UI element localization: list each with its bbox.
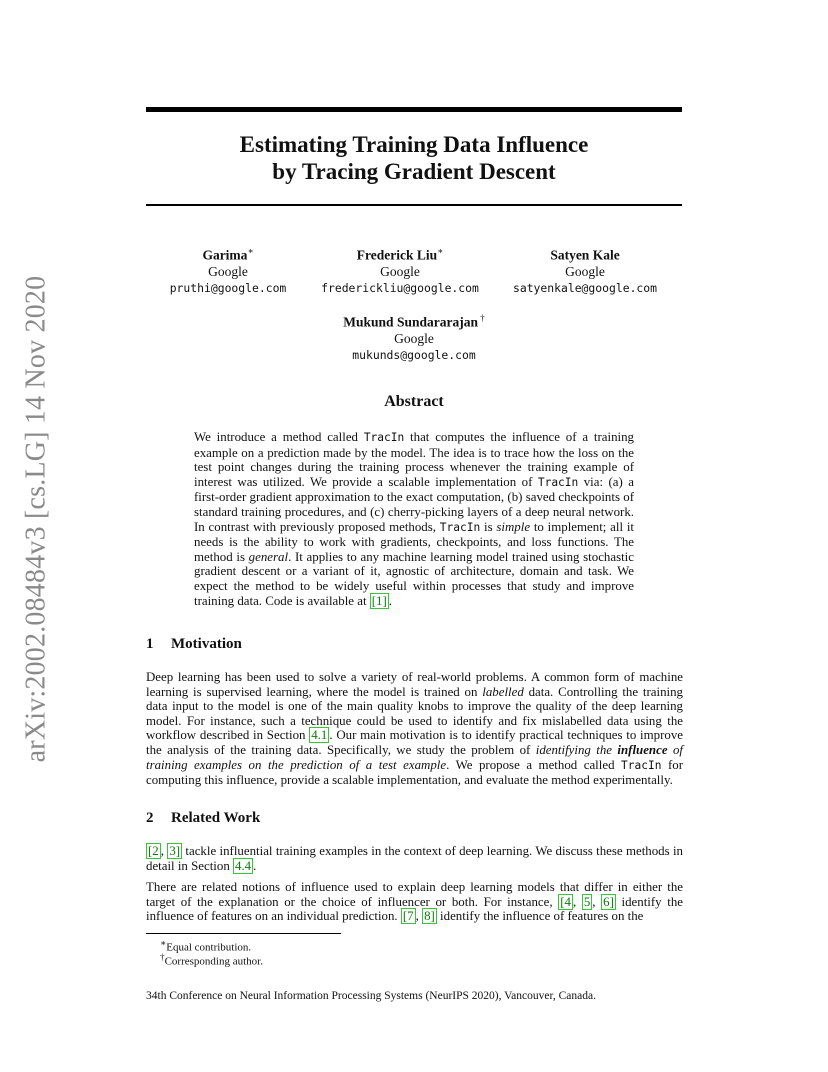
footnote-mark: ∗ (160, 938, 167, 948)
title-line-2: by Tracing Gradient Descent (272, 159, 556, 184)
paper-title (146, 131, 682, 185)
emphasis-text: of training examples on the prediction of a test example (146, 742, 683, 772)
author-email[interactable]: pruthi@google.com (169, 280, 287, 295)
body-text-run: tackle influential training examples in the context of deep learning. We discuss these methods in detail in Section (146, 844, 683, 873)
section-number: 1 (146, 636, 154, 652)
citation-link[interactable]: [4 (560, 894, 571, 909)
section-2-para-1: [2 , 3] tackle influential training examples in the context of deep learning. We discuss these methods in detail in Section 4.4 . (146, 844, 683, 873)
author-mark: ∗ (247, 246, 254, 256)
conference-footer: 34th Conference on Neural Information Processing Systems (NeurIPS 2020), Vancouver, Canada. (146, 990, 596, 1002)
citation-link[interactable]: 8] (424, 909, 435, 924)
section-2-para-2: There are related notions of influence used to explain deep learning models that differ in either the target of the explanation or the choice of influencer or both. For instance, [4 , 5 , 6] identify the influence of features on an individual prediction. [7 , 8] identify the influence of features on the (146, 880, 684, 924)
author-email[interactable]: mukunds@google.com (352, 347, 476, 362)
abstract-text-run: . (388, 593, 393, 608)
abstract-text-run: We introduce a method called (194, 430, 364, 444)
author-name: Frederick Liu (356, 247, 438, 263)
author-email[interactable]: frederickliu@google.com (321, 280, 479, 295)
author-affiliation: Google (380, 263, 420, 279)
body-text-run: data. Controlling the training data input to the model is one of the main quality knobs to improve the quality of the deep learning model. For instance, such a technique could be used to identify and fix mislabelled data using the workflow described in Section (146, 684, 683, 743)
section-1-heading (146, 636, 242, 653)
abstract-heading: Abstract (384, 393, 444, 410)
citation-link[interactable]: [7 (402, 909, 414, 924)
body-text-run: There are related notions of influence used to explain deep learning models that differ in either the target of the explanation or the choice of influencer or both. For instance, (146, 880, 683, 909)
footnote-corresponding-author (160, 950, 263, 969)
footnote-rule (146, 933, 341, 934)
emphasis-general: general (248, 549, 289, 564)
abstract-text-run: is (480, 519, 497, 534)
author-block-4 (314, 310, 514, 363)
citation-link[interactable]: 3] (169, 844, 181, 858)
section-number: 2 (146, 810, 154, 826)
citation-link[interactable]: 6] (603, 894, 614, 909)
emphasis-simple: simple (496, 519, 531, 534)
citation-link[interactable]: 5 (583, 894, 591, 909)
abstract-text-run: via: (a) a first-order gradient approximation to the exact computation, (b) saved checkpoints of standard training procedures, and (c) cherry-picking layers of a deep neural network. In contrast with previously proposed methods, (194, 474, 634, 534)
body-text-run: . Our main motivation is to identify practical techniques to improve the analysis of the training data. Specifically, we study the problem of (146, 728, 683, 757)
tracin-code: TracIn (363, 431, 405, 444)
body-text-run: identify the influence of features on an individual prediction. (146, 894, 684, 924)
author-block-3 (500, 243, 670, 296)
arxiv-stamp-text: arXiv:2002.08484v3 [cs.LG] 14 Nov 2020 (20, 275, 51, 763)
author-name: Mukund Sundararajan (343, 314, 478, 330)
abstract-text-run: that computes the influence of a training example on a prediction made by the model. The idea is to trace how the loss on the test point changes during the training process whenever the training example of interest was utilized. We provide a scalable implementation of (194, 430, 634, 489)
author-affiliation: Google (565, 263, 605, 279)
section-2-heading (146, 810, 260, 827)
author-name: Satyen Kale (550, 247, 620, 263)
section-1-body (146, 670, 683, 788)
citation-link[interactable]: [2 (148, 844, 159, 858)
section-title: Motivation (171, 636, 242, 652)
section-title: Related Work (171, 810, 261, 826)
body-text-run: . We propose a method called (446, 757, 622, 772)
abstract-text-run: to implement; all it needs is the ability to work with gradients, checkpoints, and loss functions. The method is (194, 519, 634, 564)
emphasis-labelled: labelled (482, 684, 524, 699)
body-text-run: for computing this influence, provide a scalable implementation, and evaluate the method experimentally. (146, 757, 684, 788)
footnote-text: Corresponding author. (164, 955, 263, 968)
author-mark: ∗ (437, 246, 444, 256)
citation-link[interactable]: [1] (371, 593, 387, 608)
tracin-code: TracIn (537, 475, 579, 489)
arxiv-identifier-stamp (14, 275, 58, 763)
footnote-mark: † (160, 952, 165, 962)
body-text-run: identify the influence of features on the (436, 909, 644, 924)
author-affiliation: Google (208, 263, 248, 279)
title-line-1: Estimating Training Data Influence (239, 132, 589, 157)
author-block-1 (148, 243, 308, 296)
title-top-rule (146, 107, 682, 112)
section-ref-link[interactable]: 4.4 (235, 858, 252, 873)
abstract-text-run: . It applies to any machine learning model trained using stochastic gradient descent or a variant of it, agnostic of architecture, domain and task. We expect the method to be widely useful within processes that study and improve training data. Code is available at (194, 549, 634, 608)
author-affiliation: Google (394, 330, 434, 346)
section-ref-link[interactable]: 4.1 (311, 728, 328, 743)
tracin-code: TracIn (439, 520, 481, 534)
abstract-body (194, 430, 634, 608)
author-email[interactable]: satyenkale@google.com (512, 280, 657, 295)
footnote-text: Equal contribution. (166, 941, 252, 954)
emphasis-influence: influence (617, 742, 668, 757)
author-mark: † (477, 313, 485, 323)
tracin-code: TracIn (621, 758, 662, 772)
emphasis-text: identifying the (535, 742, 618, 757)
author-name: Garima (202, 247, 248, 263)
author-block-2 (310, 243, 490, 296)
body-text-run: Deep learning has been used to solve a variety of real-world problems. A common form of machine learning is supervised learning, where the model is trained on (146, 670, 683, 699)
body-text-run: . (253, 858, 257, 873)
title-bottom-rule (146, 204, 682, 206)
